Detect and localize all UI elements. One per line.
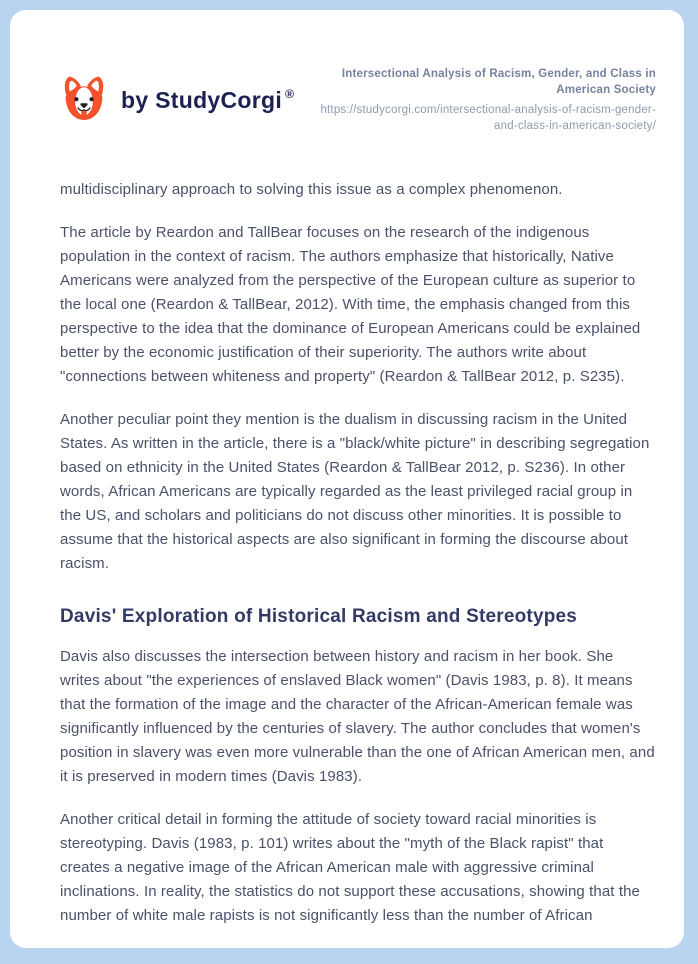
article-body (60, 178, 656, 928)
corgi-logo-icon (60, 70, 108, 130)
brand-name-text: by StudyCorgi (121, 86, 283, 113)
paragraph: Another peculiar point they mention is the dualism in discussing racism in the United States. As written in the article, there is a "black/white picture" in describing segregation based on ethnicity in the United States (Reardon & TallBear 2012, p. S236). In other words, African Americans are typically regarded as the least privileged racial group in the US, and scholars and politicians do not discuss other minorities. It is possible to assume that the historical aspects are also significant in forming the discourse about racism. (60, 411, 650, 573)
document-meta (320, 66, 656, 134)
document-card (10, 10, 684, 948)
brand-name (121, 87, 294, 114)
paragraph: Davis also discusses the intersection between history and racism in her book. She writes about "the experiences of enslaved Black women" (Davis 1983, p. 8). It means that the formation of the image and the character of the African-American female was significantly influenced by the centuries of slavery. The author concludes that women's position in slavery was even more vulnerable than the one of African American men, and it is preserved in modern times (Davis 1983). (60, 648, 655, 786)
section-heading: Davis' Exploration of Historical Racism and Stereotypes (60, 606, 578, 628)
document-title: Intersectional Analysis of Racism, Gender, and Class in American Society (341, 68, 656, 97)
studycorgi-brand (60, 70, 294, 130)
document-url-link[interactable]: https://studycorgi.com/intersectional-analysis-of-racism-gender-and-class-in-american-society/ (320, 104, 656, 133)
paragraph: Another critical detail in forming the attitude of society toward racial minorities is stereotyping. Davis (1983, p. 101) writes about the "myth of the Black rapist" that creates a negative image of the African American male with aggressive criminal inclinations. In reality, the statistics do not support these accusations, showing that the number of white male rapists is not significantly less than the number of African (60, 811, 640, 925)
document-header (60, 66, 656, 134)
paragraph: multidisciplinary approach to solving this issue as a complex phenomenon. (60, 181, 563, 199)
paragraph: The article by Reardon and TallBear focuses on the research of the indigenous population in the context of racism. The authors emphasize that historically, Native Americans were analyzed from the perspective of the European culture as superior to the local one (Reardon & TallBear, 2012). With time, the emphasis changed from this perspective to the idea that the dominance of European Americans could be explained better by the economic justification of their superiority. The authors write about "connections between whiteness and property" (Reardon & TallBear 2012, p. S235). (60, 224, 641, 386)
registered-trademark: ® (285, 86, 295, 101)
